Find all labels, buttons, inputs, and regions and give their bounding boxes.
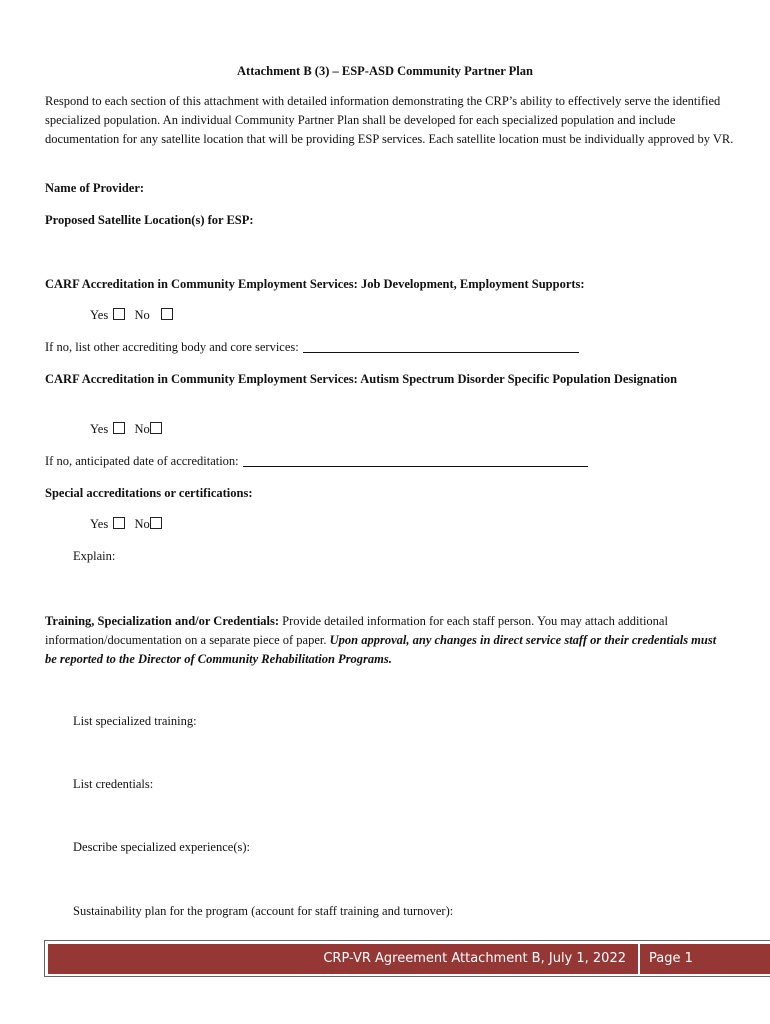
special-yes-checkbox[interactable]: [113, 517, 125, 529]
carf1-yes-no: [90, 308, 175, 323]
carf1-no-label: No: [134, 308, 150, 322]
name-of-provider-label: Name of Provider:: [45, 181, 145, 195]
special-yes-label: Yes: [90, 517, 109, 531]
carf1-if-no: [45, 340, 579, 355]
carf2-no-label: No: [134, 422, 150, 436]
carf2-yes-no: [90, 422, 164, 437]
carf1-yes-checkbox[interactable]: [113, 308, 125, 320]
footer-text: CRP-VR Agreement Attachment B, July 1, 2022: [323, 951, 626, 966]
training-heading: Training, Specialization and/or Credentials:: [45, 614, 280, 628]
proposed-satellite-label: Proposed Satellite Location(s) for ESP:: [45, 213, 254, 227]
prompt-experience: Describe specialized experience(s):: [73, 840, 250, 854]
carf2-if-no: [45, 454, 588, 469]
carf1-heading: CARF Accreditation in Community Employment Services: Job Development, Employment Supports:: [45, 277, 585, 291]
carf2-if-no-label: If no, anticipated date of accreditation:: [45, 454, 239, 468]
intro-paragraph: Respond to each section of this attachment with detailed information demonstrating the CRP’s ability to effectively serve the identified specialized population. An individual Community Partner Plan shall be developed for each specialized population and include documentation for any satellite location that will be providing ESP services. Each satellite location must be individually approved by VR.: [45, 94, 734, 146]
carf2-if-no-blank[interactable]: [243, 454, 588, 467]
prompt-sustainability: Sustainability plan for the program (account for staff training and turnover):: [73, 904, 454, 918]
carf1-if-no-blank[interactable]: [303, 340, 579, 353]
carf2-yes-checkbox[interactable]: [113, 422, 125, 434]
training-paragraph: [45, 612, 730, 669]
carf1-no-checkbox[interactable]: [161, 308, 173, 320]
prompt-credentials: List credentials:: [73, 777, 154, 791]
special-no-checkbox[interactable]: [150, 517, 162, 529]
special-no-label: No: [134, 517, 150, 531]
document-title: Attachment B (3) – ESP-ASD Community Partner Plan: [237, 64, 533, 78]
prompt-training: List specialized training:: [73, 714, 197, 728]
carf2-heading: CARF Accreditation in Community Employment Services: Autism Spectrum Disorder Specific Population Designation: [45, 372, 678, 386]
special-yes-no: [90, 517, 164, 532]
footer-page-number: Page 1: [649, 951, 693, 966]
special-heading: Special accreditations or certifications:: [45, 486, 253, 500]
footer-separator: [638, 944, 640, 974]
carf2-yes-label: Yes: [90, 422, 109, 436]
footer-bar: [48, 944, 770, 974]
training-text: Provide detailed information for each staff person. You may attach additional information/documentation on a separate piece of paper.: [45, 614, 668, 647]
carf2-no-checkbox[interactable]: [150, 422, 162, 434]
carf1-yes-label: Yes: [90, 308, 109, 322]
training-emphasis: Upon approval, any changes in direct service staff or their credentials must be reported to the Director of Community Rehabilitation Programs.: [45, 633, 717, 666]
carf1-if-no-label: If no, list other accrediting body and core services:: [45, 340, 299, 354]
special-explain-label: Explain:: [73, 549, 116, 563]
